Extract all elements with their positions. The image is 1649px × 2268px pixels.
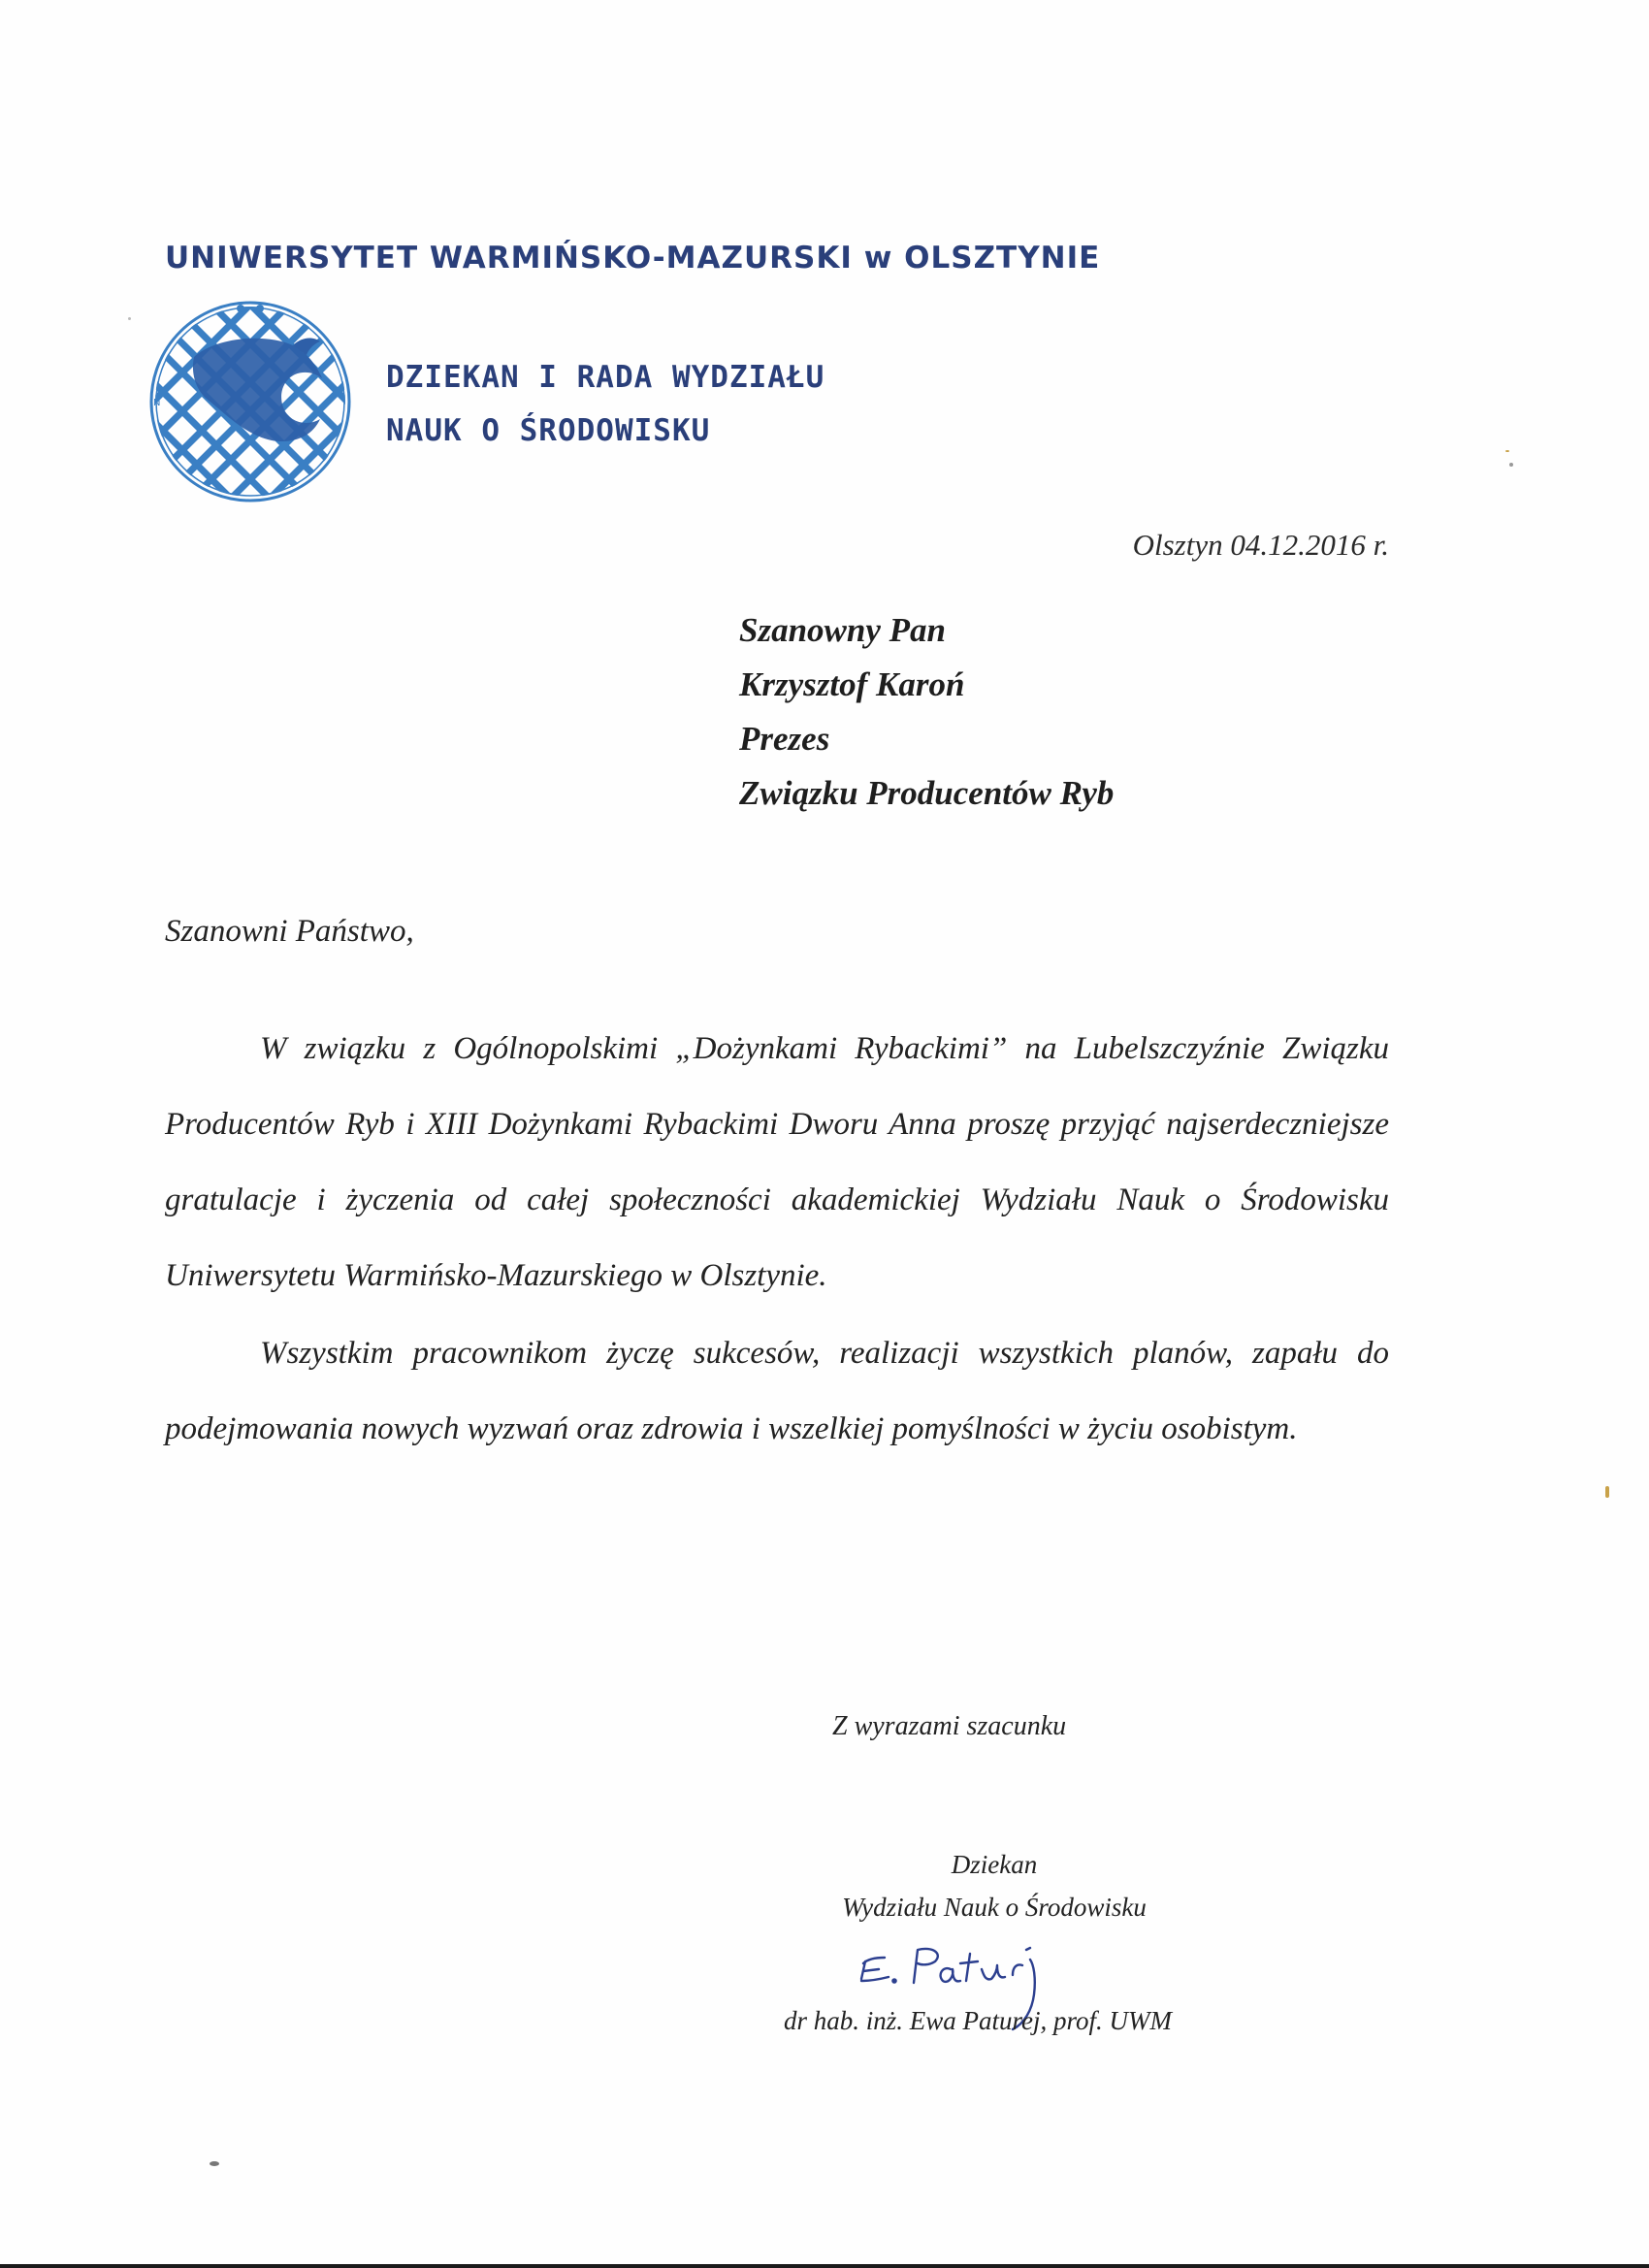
faculty-line-1: DZIEKAN I RADA WYDZIAŁU [386, 360, 825, 395]
recipient-block [739, 603, 1114, 821]
recipient-line-4: Związku Producentów Ryb [739, 774, 1115, 812]
faculty-line-2: NAUK O ŚRODOWISKU [386, 413, 711, 448]
scan-speck [1509, 463, 1513, 467]
scan-speck [128, 317, 131, 320]
scan-speck [1605, 1486, 1609, 1498]
recipient-line-1: Szanowny Pan [739, 611, 946, 649]
scan-bottom-edge [0, 2264, 1649, 2268]
scan-speck [210, 2161, 219, 2166]
signer-name: dr hab. inż. Ewa Paturej, prof. UWM [784, 2006, 1172, 2035]
recipient-line-3: Prezes [739, 720, 830, 758]
signature-title [766, 1843, 1222, 1928]
svg-text:N: N [153, 398, 161, 408]
faculty-fish-net-logo-icon [147, 299, 353, 504]
body-paragraph-1: W związku z Ogólnopolskimi „Dożynkami Rybackimi” na Lubelszczyźnie Związku Producentów Ryb i XIII Dożynkami Rybackimi Dworu Anna proszę przyjąć najserdeczniejsze gratulacje i życzenia od całej społeczności akademickiej Wydziału Nauk o Środowisku Uniwersytetu Warmińsko-Mazurskiego w Olsztynie. [165, 1031, 1389, 1293]
signature-title-line-1: Dziekan [951, 1850, 1038, 1879]
body-paragraph-2: Wszystkim pracownikom życzę sukcesów, realizacji wszystkich planów, zapału do podejmowania nowych wyzwań oraz zdrowia i wszelkiej pomyślności w życiu osobistym. [165, 1336, 1389, 1446]
recipient-line-2: Krzysztof Karoń [739, 665, 965, 703]
faculty-heading [386, 351, 824, 458]
closing-phrase: Z wyrazami szacunku [832, 1711, 1067, 1741]
scan-speck [1505, 450, 1509, 452]
signature-title-line-2: Wydziału Nauk o Środowisku [842, 1893, 1147, 1922]
university-name: UNIWERSYTET WARMIŃSKO-MAZURSKI w OLSZTYNIE [165, 241, 1101, 275]
letter-body [165, 1011, 1389, 1467]
letter-date: Olsztyn 04.12.2016 r. [1132, 528, 1389, 562]
salutation: Szanowni Państwo, [165, 914, 414, 949]
